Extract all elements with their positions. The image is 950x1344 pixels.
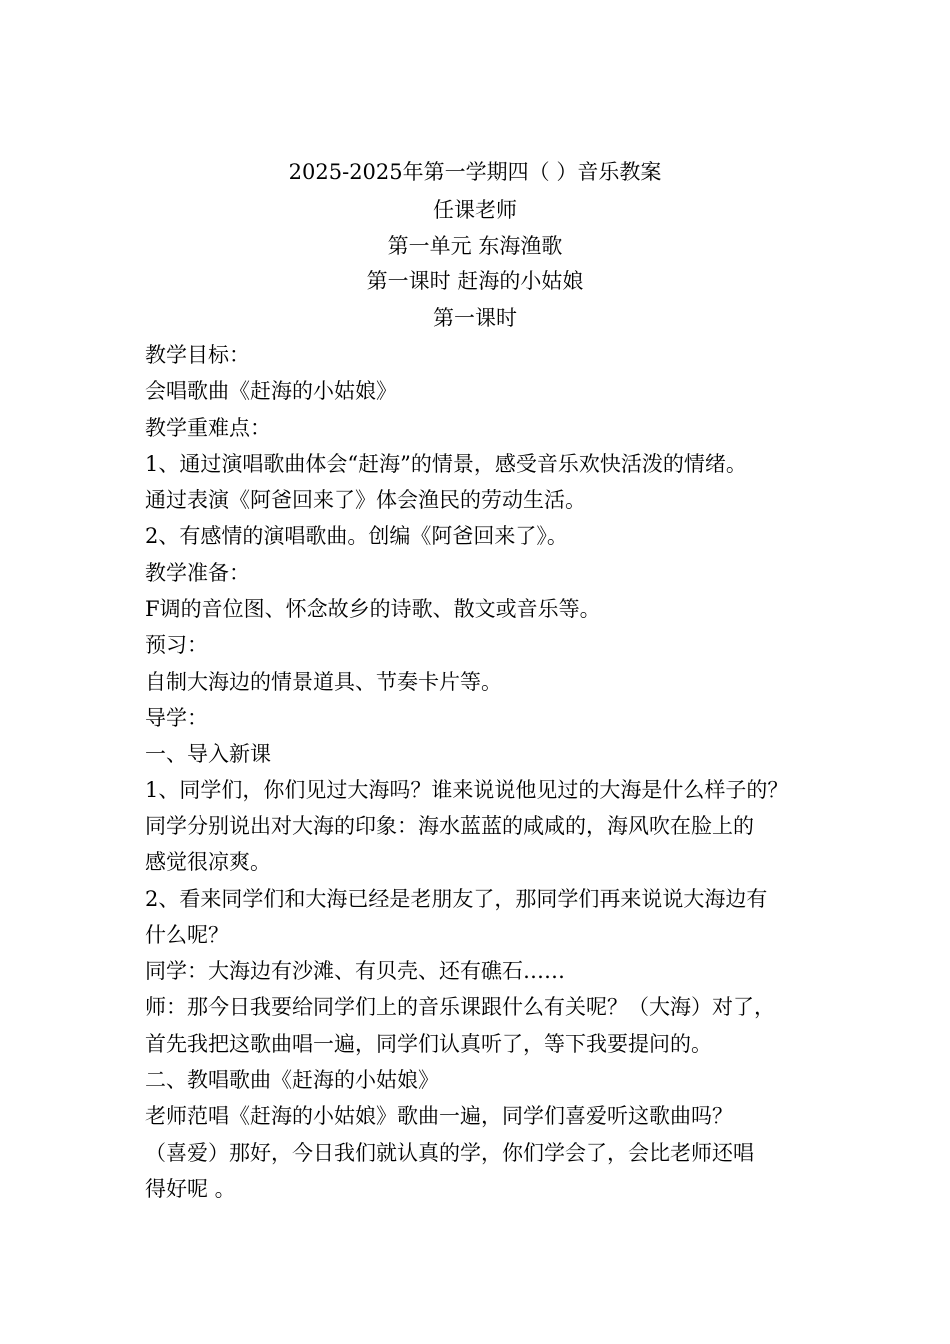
text-line: 二、教唱歌曲《赶海的小姑娘》 [145, 1068, 439, 1092]
unit-heading: 第一单元 东海渔歌 [387, 234, 563, 258]
text-line: 老师范唱《赶海的小姑娘》歌曲一遍，同学们喜爱听这歌曲吗？ [145, 1104, 733, 1128]
text-line: F调的音位图、怀念故乡的诗歌、散文或音乐等。 [145, 597, 601, 621]
text-line: 教学目标： [145, 343, 250, 367]
text-line: 同学分别说出对大海的印象：海水蓝蓝的咸咸的，海风吹在脸上的 [145, 814, 754, 838]
text-line: 得好呢 。 [145, 1177, 236, 1201]
text-line: 师：那今日我要给同学们上的音乐课跟什么有关呢？（大海）对了， [145, 995, 775, 1019]
lesson-heading: 第一课时 赶海的小姑娘 [366, 269, 584, 293]
text-line: 什么呢？ [145, 923, 229, 947]
text-line: 2、看来同学们和大海已经是老朋友了，那同学们再来说说大海边有 [145, 887, 768, 911]
text-line: 预习： [145, 633, 208, 657]
text-line: 导学： [145, 706, 208, 730]
text-line: 感觉很凉爽。 [145, 850, 271, 874]
text-line: （喜爱）那好，今日我们就认真的学，你们学会了，会比老师还唱 [145, 1141, 754, 1165]
text-line: 同学：大海边有沙滩、有贝壳、还有礁石…… [145, 959, 565, 983]
text-line: 会唱歌曲《赶海的小姑娘》 [145, 379, 397, 403]
text-line: 1、通过演唱歌曲体会“赶海”的情景，感受音乐欢快活泼的情绪。 [145, 452, 747, 476]
document-title: 2025-2025年第一学期四（ ）音乐教案 [288, 160, 662, 184]
text-line: 教学准备： [145, 561, 250, 585]
period-heading: 第一课时 [433, 306, 517, 330]
text-line: 一、导入新课 [145, 742, 271, 766]
text-line: 1、同学们，你们见过大海吗？谁来说说他见过的大海是什么样子的？ [145, 778, 789, 802]
text-line: 2、有感情的演唱歌曲。创编《阿爸回来了》。 [145, 524, 568, 548]
text-line: 自制大海边的情景道具、节奏卡片等。 [145, 670, 502, 694]
text-line: 通过表演《阿爸回来了》体会渔民的劳动生活。 [145, 488, 586, 512]
text-line: 教学重难点： [145, 416, 271, 440]
text-line: 首先我把这歌曲唱一遍，同学们认真听了，等下我要提问的。 [145, 1032, 712, 1056]
teacher-line: 任课老师 [433, 198, 517, 222]
